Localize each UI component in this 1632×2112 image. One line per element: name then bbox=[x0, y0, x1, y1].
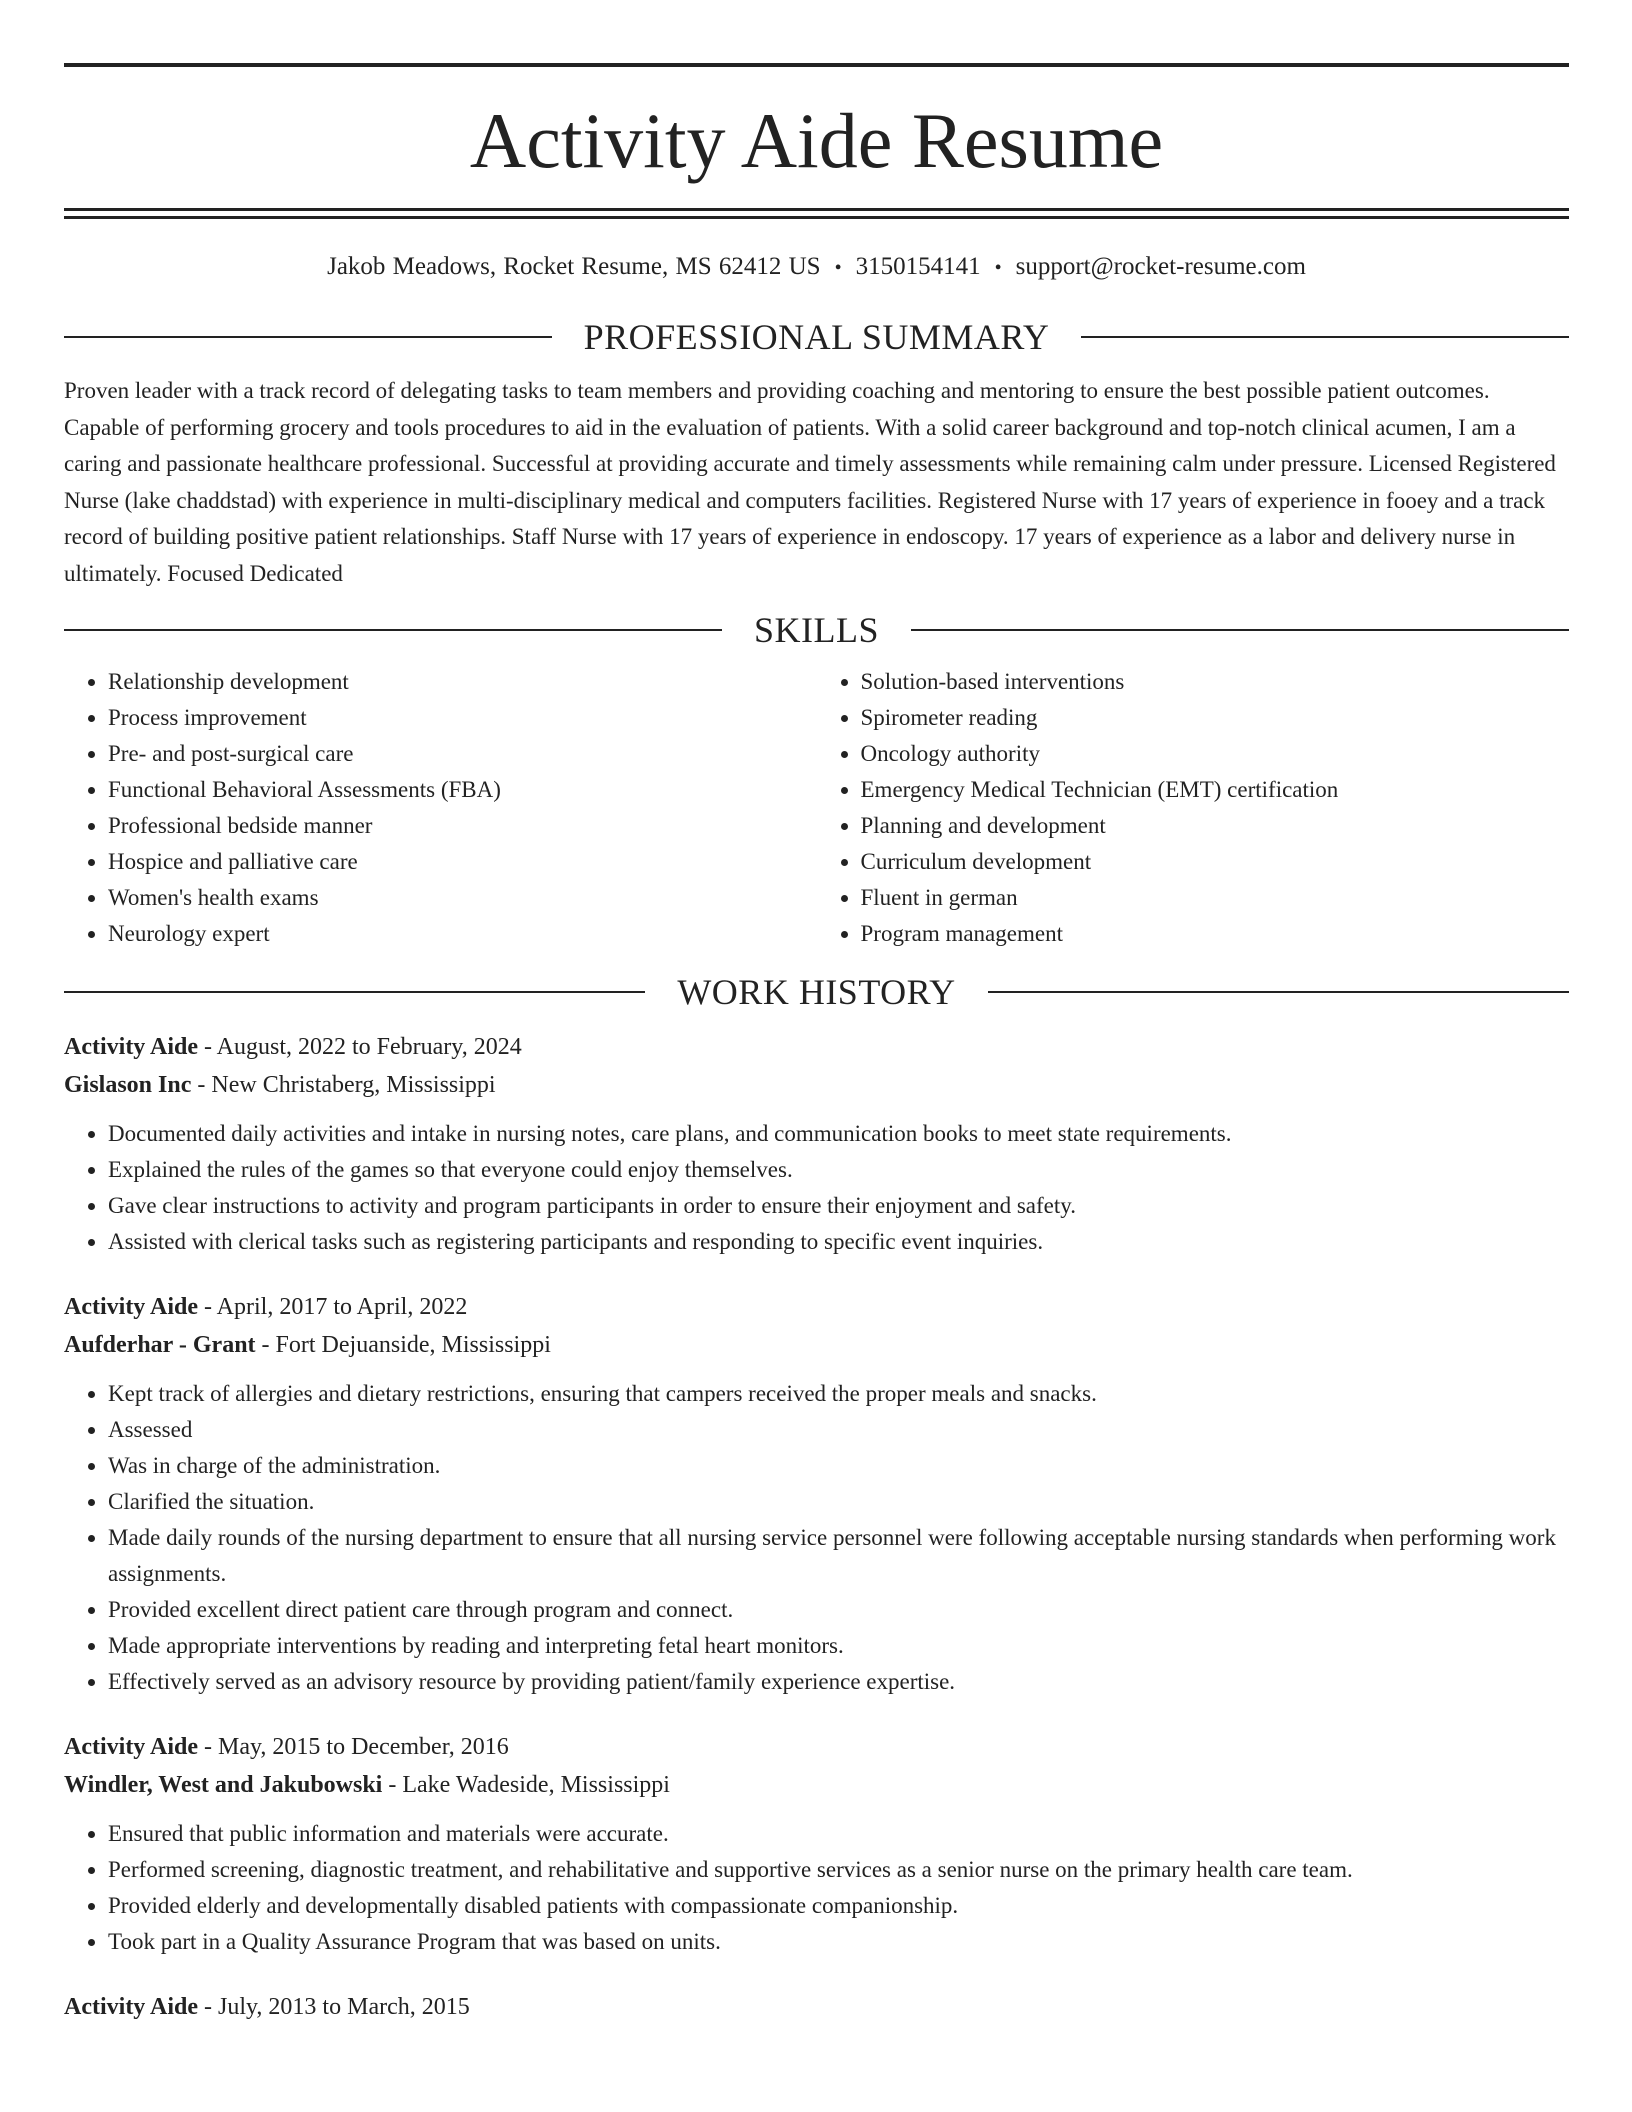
job-title: Activity Aide bbox=[64, 1294, 198, 1320]
job-duty-item: • Was in charge of the administration. bbox=[108, 1448, 1569, 1484]
job-entry bbox=[64, 1988, 1569, 2026]
job-dash: - bbox=[191, 1072, 212, 1098]
job-dates: April, 2017 to April, 2022 bbox=[216, 1294, 468, 1320]
title-double-rule bbox=[64, 208, 1569, 219]
heading-rule bbox=[1081, 336, 1569, 338]
work-history-heading bbox=[64, 970, 1569, 1014]
resume-content bbox=[64, 63, 1569, 2026]
summary-heading bbox=[64, 315, 1569, 359]
heading-rule bbox=[911, 629, 1569, 631]
skill-item: • Planning and development bbox=[861, 808, 1570, 844]
job-employer-line bbox=[64, 1766, 1569, 1804]
top-rule bbox=[64, 63, 1569, 67]
job-duty-item: • Clarified the situation. bbox=[108, 1484, 1569, 1520]
job-duty-item: • Made appropriate interventions by reading and interpreting fetal heart monitors. bbox=[108, 1628, 1569, 1664]
heading-rule bbox=[64, 991, 645, 993]
job-entry bbox=[64, 1728, 1569, 1960]
summary-heading-label: PROFESSIONAL SUMMARY bbox=[583, 317, 1050, 357]
skill-item: • Hospice and palliative care bbox=[108, 844, 817, 880]
job-dates: July, 2013 to March, 2015 bbox=[217, 1994, 470, 2020]
job-duty-item: • Ensured that public information and materials were accurate. bbox=[108, 1816, 1569, 1852]
job-duty-item: • Provided excellent direct patient care through program and connect. bbox=[108, 1592, 1569, 1628]
heading-rule bbox=[988, 991, 1569, 993]
job-dates: August, 2022 to February, 2024 bbox=[216, 1034, 522, 1060]
summary-text: Proven leader with a track record of delegating tasks to team members and providing coaching and mentoring to ensure the best possible patient outcomes. Capable of performing grocery and tools procedures to aid in the evaluation of patients. With a solid career background and top-notch clinical acumen, I am a caring and passionate healthcare professional. Successful at providing accurate and timely assessments while remaining calm under pressure. Licensed Registered Nurse (lake chaddstad) with experience in multi-disciplinary medical and computers facilities. Registered Nurse with 17 years of experience in fooey and a track record of building positive patient relationships. Staff Nurse with 17 years of experience in endoscopy. 17 years of experience as a labor and delivery nurse in ultimately. Focused Dedicated bbox=[64, 378, 1556, 586]
job-title-line bbox=[64, 1028, 1569, 1066]
job-duty-item: • Made daily rounds of the nursing department to ensure that all nursing service personnel were following acceptable nursing standards when performing work assignments. bbox=[108, 1520, 1569, 1592]
skill-item: • Functional Behavioral Assessments (FBA) bbox=[108, 772, 817, 808]
contact-separator: • bbox=[994, 257, 1002, 279]
skills-heading-label: SKILLS bbox=[754, 610, 880, 650]
contact-phone: 3150154141 bbox=[855, 253, 981, 280]
work-history-list bbox=[64, 1028, 1569, 2026]
skill-item: • Curriculum development bbox=[861, 844, 1570, 880]
skill-item: • Women's health exams bbox=[108, 880, 817, 916]
job-location: New Christaberg, Mississippi bbox=[211, 1072, 496, 1098]
job-duty-item: • Effectively served as an advisory resource by providing patient/family experience expertise. bbox=[108, 1664, 1569, 1700]
skill-item: • Program management bbox=[861, 916, 1570, 952]
job-dash: - bbox=[382, 1772, 403, 1798]
job-duties-list bbox=[64, 1116, 1569, 1260]
skill-item: • Professional bedside manner bbox=[108, 808, 817, 844]
contact-email: support@rocket-resume.com bbox=[1015, 253, 1306, 280]
job-dash: - bbox=[255, 1332, 276, 1358]
skills-list-right bbox=[817, 664, 1570, 952]
job-title-line bbox=[64, 1288, 1569, 1326]
heading-rule bbox=[64, 629, 722, 631]
job-dates: May, 2015 to December, 2016 bbox=[217, 1734, 509, 1760]
job-duties-list bbox=[64, 1816, 1569, 1960]
skill-item: • Solution-based interventions bbox=[861, 664, 1570, 700]
skill-item: • Fluent in german bbox=[861, 880, 1570, 916]
job-dash: - bbox=[197, 1034, 217, 1060]
job-duties-list bbox=[64, 1376, 1569, 1700]
contact-address: Jakob Meadows, Rocket Resume, MS 62412 US bbox=[327, 253, 821, 280]
job-duty-item: • Assessed bbox=[108, 1412, 1569, 1448]
job-title: Activity Aide bbox=[64, 1994, 198, 2020]
job-title: Activity Aide bbox=[64, 1034, 198, 1060]
job-employer: Windler, West and Jakubowski bbox=[64, 1772, 383, 1798]
job-entry bbox=[64, 1028, 1569, 1260]
job-duty-item: • Performed screening, diagnostic treatment, and rehabilitative and supportive services as a senior nurse on the primary health care team. bbox=[108, 1852, 1569, 1888]
job-entry bbox=[64, 1288, 1569, 1700]
skill-item: • Relationship development bbox=[108, 664, 817, 700]
job-title-line bbox=[64, 1988, 1569, 2026]
job-duty-item: • Took part in a Quality Assurance Program that was based on units. bbox=[108, 1924, 1569, 1960]
job-duty-item: • Gave clear instructions to activity and program participants in order to ensure their enjoyment and safety. bbox=[108, 1188, 1569, 1224]
job-duty-item: • Provided elderly and developmentally disabled patients with compassionate companionship. bbox=[108, 1888, 1569, 1924]
job-employer-line bbox=[64, 1326, 1569, 1364]
skill-item: • Oncology authority bbox=[861, 736, 1570, 772]
resume-title: Activity Aide Resume bbox=[469, 97, 1164, 184]
skill-item: • Emergency Medical Technician (EMT) certification bbox=[861, 772, 1570, 808]
job-dash: - bbox=[197, 1734, 218, 1760]
skill-item: • Neurology expert bbox=[108, 916, 817, 952]
heading-rule bbox=[64, 336, 552, 338]
job-employer: Aufderhar - Grant bbox=[64, 1332, 256, 1358]
job-duty-item: • Assisted with clerical tasks such as registering participants and responding to specific event inquiries. bbox=[108, 1224, 1569, 1260]
job-location: Lake Wadeside, Mississippi bbox=[402, 1772, 670, 1798]
job-title-line bbox=[64, 1728, 1569, 1766]
skills-heading bbox=[64, 608, 1569, 652]
skill-item: • Pre- and post-surgical care bbox=[108, 736, 817, 772]
job-duty-item: • Documented daily activities and intake in nursing notes, care plans, and communication books to meet state requirements. bbox=[108, 1116, 1569, 1152]
job-employer: Gislason Inc bbox=[64, 1072, 192, 1098]
work-history-heading-label: WORK HISTORY bbox=[677, 972, 956, 1012]
contact-line bbox=[64, 250, 1569, 285]
job-employer-line bbox=[64, 1066, 1569, 1104]
job-dash: - bbox=[197, 1994, 218, 2020]
skill-item: • Process improvement bbox=[108, 700, 817, 736]
job-location: Fort Dejuanside, Mississippi bbox=[275, 1332, 551, 1358]
job-title: Activity Aide bbox=[64, 1734, 198, 1760]
contact-separator: • bbox=[834, 257, 842, 279]
skill-item: • Spirometer reading bbox=[861, 700, 1570, 736]
skills-list-left bbox=[64, 664, 817, 952]
skills-columns bbox=[64, 664, 1569, 952]
job-duty-item: • Explained the rules of the games so that everyone could enjoy themselves. bbox=[108, 1152, 1569, 1188]
job-dash: - bbox=[197, 1294, 217, 1320]
job-duty-item: • Kept track of allergies and dietary restrictions, ensuring that campers received the proper meals and snacks. bbox=[108, 1376, 1569, 1412]
